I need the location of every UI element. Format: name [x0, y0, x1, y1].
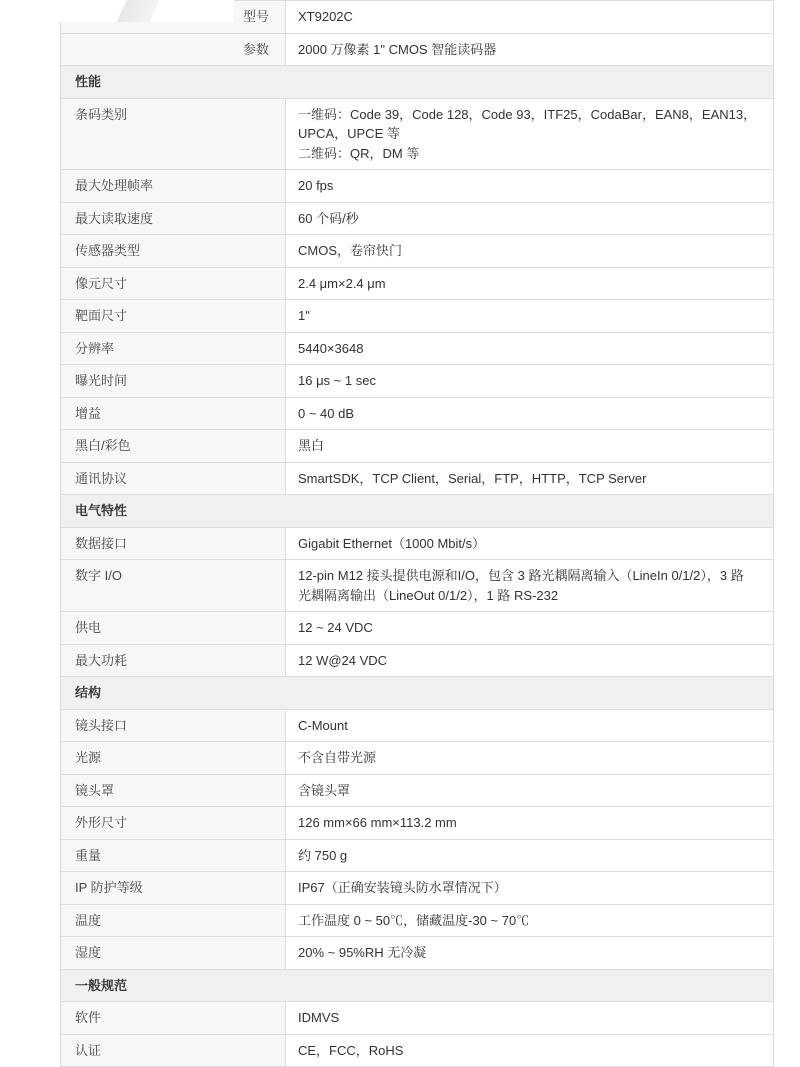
spec-row-label: 像元尺寸	[61, 267, 286, 300]
spec-row	[61, 300, 774, 333]
spec-section-label: 性能	[61, 66, 774, 99]
spec-section-row	[61, 66, 774, 99]
spec-row	[61, 1, 774, 34]
spec-row	[61, 937, 774, 970]
spec-row	[61, 332, 774, 365]
spec-row	[61, 33, 774, 66]
spec-row-label: 传感器类型	[61, 235, 286, 268]
spec-row	[61, 742, 774, 775]
spec-row-label: 条码类别	[61, 98, 286, 170]
spec-section-row	[61, 677, 774, 710]
spec-row	[61, 839, 774, 872]
spec-row	[61, 430, 774, 463]
spec-row-value: 20% ~ 95%RH 无冷凝	[286, 937, 774, 970]
spec-row-label: 温度	[61, 904, 286, 937]
spec-row-label: 靶面尺寸	[61, 300, 286, 333]
spec-row	[61, 98, 774, 170]
spec-row-value: XT9202C	[286, 1, 774, 34]
spec-row-value: 5440×3648	[286, 332, 774, 365]
spec-row-label: 型号	[61, 1, 286, 34]
spec-row-label: 最大功耗	[61, 644, 286, 677]
spec-row-value: IP67（正确安装镜头防水罩情况下）	[286, 872, 774, 905]
spec-row-value: 60 个码/秒	[286, 202, 774, 235]
spec-section-label: 结构	[61, 677, 774, 710]
spec-row	[61, 1002, 774, 1035]
spec-row-value: 12 W@24 VDC	[286, 644, 774, 677]
spec-row	[61, 709, 774, 742]
spec-row-label: 供电	[61, 612, 286, 645]
spec-row-value: CE，FCC，RoHS	[286, 1034, 774, 1067]
spec-row-value-line: 二维码：QR，DM 等	[298, 145, 420, 161]
spec-row-value: SmartSDK，TCP Client，Serial，FTP，HTTP，TCP Server	[286, 462, 774, 495]
spec-row-label: 最大读取速度	[61, 202, 286, 235]
spec-row-label: 软件	[61, 1002, 286, 1035]
spec-row-label: 湿度	[61, 937, 286, 970]
spec-row-value: 1"	[286, 300, 774, 333]
spec-section-row	[61, 969, 774, 1002]
specification-sheet	[20, 0, 780, 1067]
spec-row-label: 通讯协议	[61, 462, 286, 495]
spec-row	[61, 267, 774, 300]
spec-row-label: 最大处理帧率	[61, 170, 286, 203]
spec-row-label: 镜头接口	[61, 709, 286, 742]
spec-row-value: 2.4 μm×2.4 μm	[286, 267, 774, 300]
spec-row-label: 曝光时间	[61, 365, 286, 398]
spec-row	[61, 872, 774, 905]
spec-row-label: 数字 I/O	[61, 560, 286, 612]
spec-row-value: 约 750 g	[286, 839, 774, 872]
spec-row	[61, 527, 774, 560]
spec-row-value-line: 光耦隔离输出（LineOut 0/1/2），1 路 RS-232	[298, 587, 559, 603]
spec-row	[61, 235, 774, 268]
spec-row-value-line: 一维码：Code 39，Code 128，Code 93，ITF25，CodaBar，EAN8，EAN13，UPCA，UPCE 等	[298, 106, 757, 141]
spec-row-value: 16 μs ~ 1 sec	[286, 365, 774, 398]
spec-row-value: 126 mm×66 mm×113.2 mm	[286, 807, 774, 840]
specification-table-body	[61, 1, 774, 1067]
spec-row-label: 光源	[61, 742, 286, 775]
spec-row-value: 0 ~ 40 dB	[286, 397, 774, 430]
spec-row-value: 不含自带光源	[286, 742, 774, 775]
spec-row	[61, 202, 774, 235]
spec-row	[61, 560, 774, 612]
spec-row-value: Gigabit Ethernet（1000 Mbit/s）	[286, 527, 774, 560]
spec-row-value: IDMVS	[286, 1002, 774, 1035]
spec-row	[61, 807, 774, 840]
spec-row-value-line: 12-pin M12 接头提供电源和I/O，包含 3 路光耦隔离输入（LineIn 0/1/2），3 路	[298, 568, 744, 583]
spec-row-label: 增益	[61, 397, 286, 430]
spec-row	[61, 774, 774, 807]
spec-row	[61, 365, 774, 398]
spec-section-row	[61, 495, 774, 528]
spec-row	[61, 644, 774, 677]
spec-section-label: 电气特性	[61, 495, 774, 528]
spec-row-label: 数据接口	[61, 527, 286, 560]
spec-row	[61, 462, 774, 495]
spec-row-value: 黑白	[286, 430, 774, 463]
spec-row	[61, 397, 774, 430]
spec-row-value	[286, 560, 774, 612]
spec-row-value: CMOS，卷帘快门	[286, 235, 774, 268]
spec-row-label: 外形尺寸	[61, 807, 286, 840]
spec-row-value: 含镜头罩	[286, 774, 774, 807]
spec-row-label: 认证	[61, 1034, 286, 1067]
spec-section-label: 一般规范	[61, 969, 774, 1002]
spec-row-value	[286, 98, 774, 170]
spec-row	[61, 1034, 774, 1067]
spec-row-value: 20 fps	[286, 170, 774, 203]
spec-row	[61, 904, 774, 937]
specification-table	[60, 0, 774, 1067]
spec-row-label: 黑白/彩色	[61, 430, 286, 463]
spec-row-label: 分辨率	[61, 332, 286, 365]
spec-row	[61, 170, 774, 203]
spec-row-value: C-Mount	[286, 709, 774, 742]
spec-row-value: 2000 万像素 1" CMOS 智能读码器	[286, 33, 774, 66]
spec-row-value: 12 ~ 24 VDC	[286, 612, 774, 645]
spec-row-label: IP 防护等级	[61, 872, 286, 905]
spec-row	[61, 612, 774, 645]
spec-row-label: 参数	[61, 33, 286, 66]
spec-row-value: 工作温度 0 ~ 50℃，储藏温度-30 ~ 70℃	[286, 904, 774, 937]
spec-row-label: 镜头罩	[61, 774, 286, 807]
spec-row-label: 重量	[61, 839, 286, 872]
